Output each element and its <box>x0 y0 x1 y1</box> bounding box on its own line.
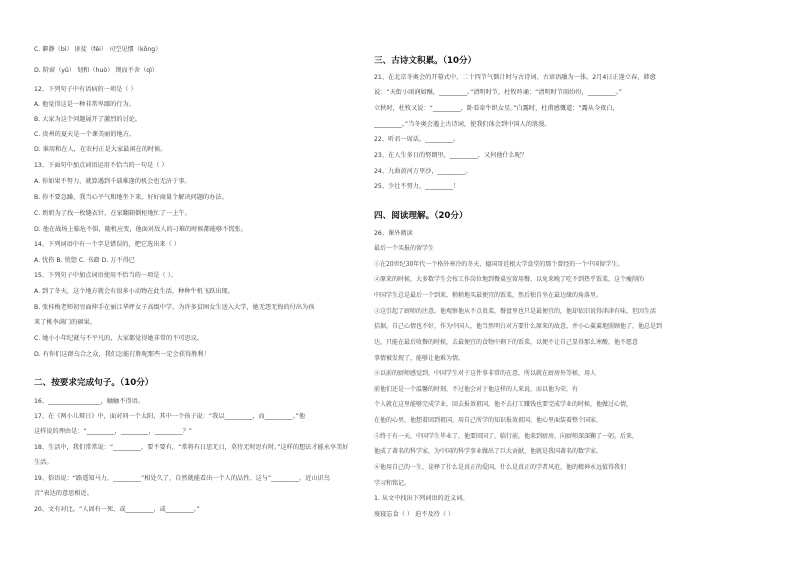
passage-line: 学习和铭记。 <box>374 480 411 487</box>
passage-line: ⑤终于有一天，中国学生毕业了，他要回国了，临行前，他来到厨房，向厨师深深鞠了一躬。后来， <box>374 433 639 440</box>
option: D. 他在战场上临危不惧，随机应变，他面对敌人的刁难的时候都能够不慌张。 <box>34 226 247 233</box>
question-18: 18、生活中，我们常常说：“_________，要不要有，“常将有日思无日，莫待无时思有时。”这样的想法才能永享美好 <box>34 444 349 451</box>
passage-line: 他成了著名的科学家，为中国的科学事业做出了巨大贡献，他就是我国著名的数学家。 <box>374 448 603 455</box>
question-17: 17、在《两小儿辩日》中，面对同一个太阳，其中一个孩子说：“我以_________，而_________。”他 <box>34 413 306 420</box>
question-19: 19、俗语说：“路遥知马力，_________”相处久了，自然就能看出一个人的品性。这与“_________，近山识鸟 <box>34 475 330 482</box>
passage-line: 拮据，自己心情也不好，作为中国人，他当然明白对方要什么原来的故意，并小心翼翼地照顾他了，他总是到 <box>374 323 663 330</box>
passage-line: 前他们还是一个温馨的时刻，不过他会对于他这样的人来说，而以他为荣，有 <box>374 386 579 393</box>
question-24: 24、九曲黄河万里沙，_________。 <box>374 168 472 175</box>
passage-line: ⑥他用自己的一生，诠释了什么是真正的爱国，什么是真正的学者风范，他的精神永远值得我们 <box>374 464 627 471</box>
subtitle: 26、课外阅读 <box>374 230 413 237</box>
option: B. 你不要急躁，我当心平气和地坐下来，好好商量个解决问题的办法。 <box>34 194 228 201</box>
question-25: 25、少壮不努力，_________！ <box>374 183 460 190</box>
option: 来了桃李满门的硕果。 <box>34 319 96 326</box>
line: 生活。 <box>34 459 53 466</box>
question-15: 15、下列句子中加点词语使用不恰当的一项是（ ）。 <box>34 272 177 279</box>
line: 立秋时，杜牧又说：“_________，卧看牵牛织女星。”白露时，杜甫感慨道：“露从今夜白， <box>374 105 619 112</box>
line: 音”表达的意思相近。 <box>34 490 93 497</box>
option: A. 你如果不努力，就算遇到千载难逢的机会也无济于事。 <box>34 178 191 185</box>
passage-line: 在他的心里，他想着回到祖国，用自己所学的知识报效祖国，他心里面装着整个国家。 <box>374 417 603 424</box>
passage-line: ④以前的厨师感觉到，中国学生对于这件事非常的在意，所以就在厨房外等候，用人 <box>374 370 597 377</box>
question-20: 20、文有对比。“人固有一死，或_________，或_________。” <box>34 506 200 513</box>
option: C. 奶奶为了找一枚缝衣针，在家翻箱倒柜地忙了一上午。 <box>34 210 191 217</box>
question-13: 13、下面句中加点词语运用不恰当的一句是（ ） <box>34 162 168 169</box>
question-1-items: 废寝忘食（ ） 迫不及待（ ） <box>374 511 455 518</box>
question-21: 21、在北京冬奥会的开幕式中，二十四节气倒计时与古诗词、古谚语融为一体。2月4日正逢立春，韩愈 <box>374 74 656 81</box>
passage-line: 事情被发现了，能够让他难为情。 <box>374 355 465 362</box>
line: 说：“天街小雨润如酥，_________。”清明时节，杜牧吟诵：“清明时节雨纷纷，_________。” <box>374 89 622 96</box>
passage-line: ③这引起了厨师的注意。他观察他从不点贵菜，餐盘里也只是最便宜的，他却依旧说得津津有味，但因生活 <box>374 308 657 315</box>
option: D. 有你们这群乌合之众，我们怎能打胜呢那些一定会获得胜利！ <box>34 351 210 358</box>
line: D. 阶窗（yǔ） 划和（huò） 锲而不舍（qì） <box>34 67 159 74</box>
passage-line: 达，只能在最后收餐的时候，去最便宜的食物中剩下的饭菜，以便不让自己显得那么寒酸，他不愿意 <box>374 339 639 346</box>
section-3-heading: 三、古诗文积累。（10分） <box>374 56 477 66</box>
line: _________。”当冬奥会遇上古诗词，使我们体会到中国人的浪漫。 <box>374 121 551 128</box>
question-23: 23、在人生多日的努朗里，_________，又何他什么呢？ <box>374 152 528 159</box>
passage-line: ①在20世纪30年代一个格外寒冷的冬天，德国哥廷根大学食堂的那个曾经的一个中国留学生。 <box>374 261 624 268</box>
line: C. 僻静（bì） 匪徒（fěi） 司空见惯（kōng） <box>34 46 162 53</box>
line: 这样说的理由是：“_________，_________，_________？” <box>34 428 193 435</box>
question-12: 12、下列句子中有语病的一项是（ ） <box>34 86 137 93</box>
question-14: 14、下列词语中有一个字是错误的，把它选出来（ ） <box>34 241 180 248</box>
passage-line: 个人就在这里能够完成学业，回去报效祖国，他不去打工赚钱也要完成学业的时候，他做过心情， <box>374 401 633 408</box>
section-4-heading: 四、阅读理解。（20分） <box>374 211 468 221</box>
option: A. 他觉得这是一种非常卑鄙的行为。 <box>34 101 135 108</box>
passage-title: 最后一个买报的留学生 <box>374 245 435 252</box>
option: A. 到了冬天，这个地方就会有很多小动物在此生活，种种牛机飞跃出现。 <box>34 288 234 295</box>
option: B. 张桂梅老师初穷面伸手在丽江华坪女子高级中学，为许多贫困女生送入大学，她无怨无悔的付出为孩 <box>34 304 315 311</box>
option-row: A. 忧伤 B. 恍惚 C. 书籍 D. 万不得已 <box>34 257 135 264</box>
question-16: 16、_________________，触触不得语。 <box>34 398 144 405</box>
question-22: 22、听君一席话，_________。 <box>374 136 460 143</box>
option: D. 谁用和在人，在农村正是大家最闲在的时候。 <box>34 146 167 153</box>
question-1: 1. 从文中找出下列词语的近义词。 <box>374 495 469 502</box>
option: B. 大家为这个问题展开了激烈的讨论。 <box>34 116 142 123</box>
passage-line: ②原来的时候，大多数学生会按工作岗位地到餐桌室留用餐，以免来晚了吃不到热乎饭菜，这个瘦削的 <box>374 276 645 283</box>
passage-line: 中国学生总是最后一个到来，稍稍地买最便宜的饭菜，然后独自坐在最边缘的角落里。 <box>374 292 603 299</box>
section-2-heading: 二、按要求完成句子。（10分） <box>34 378 154 388</box>
option: C. 她小小年纪就与不平凡的，大家都觉得她非常的不可思议。 <box>34 335 204 342</box>
option: C. 贵州的夏天是一个课美丽的地方。 <box>34 131 136 138</box>
